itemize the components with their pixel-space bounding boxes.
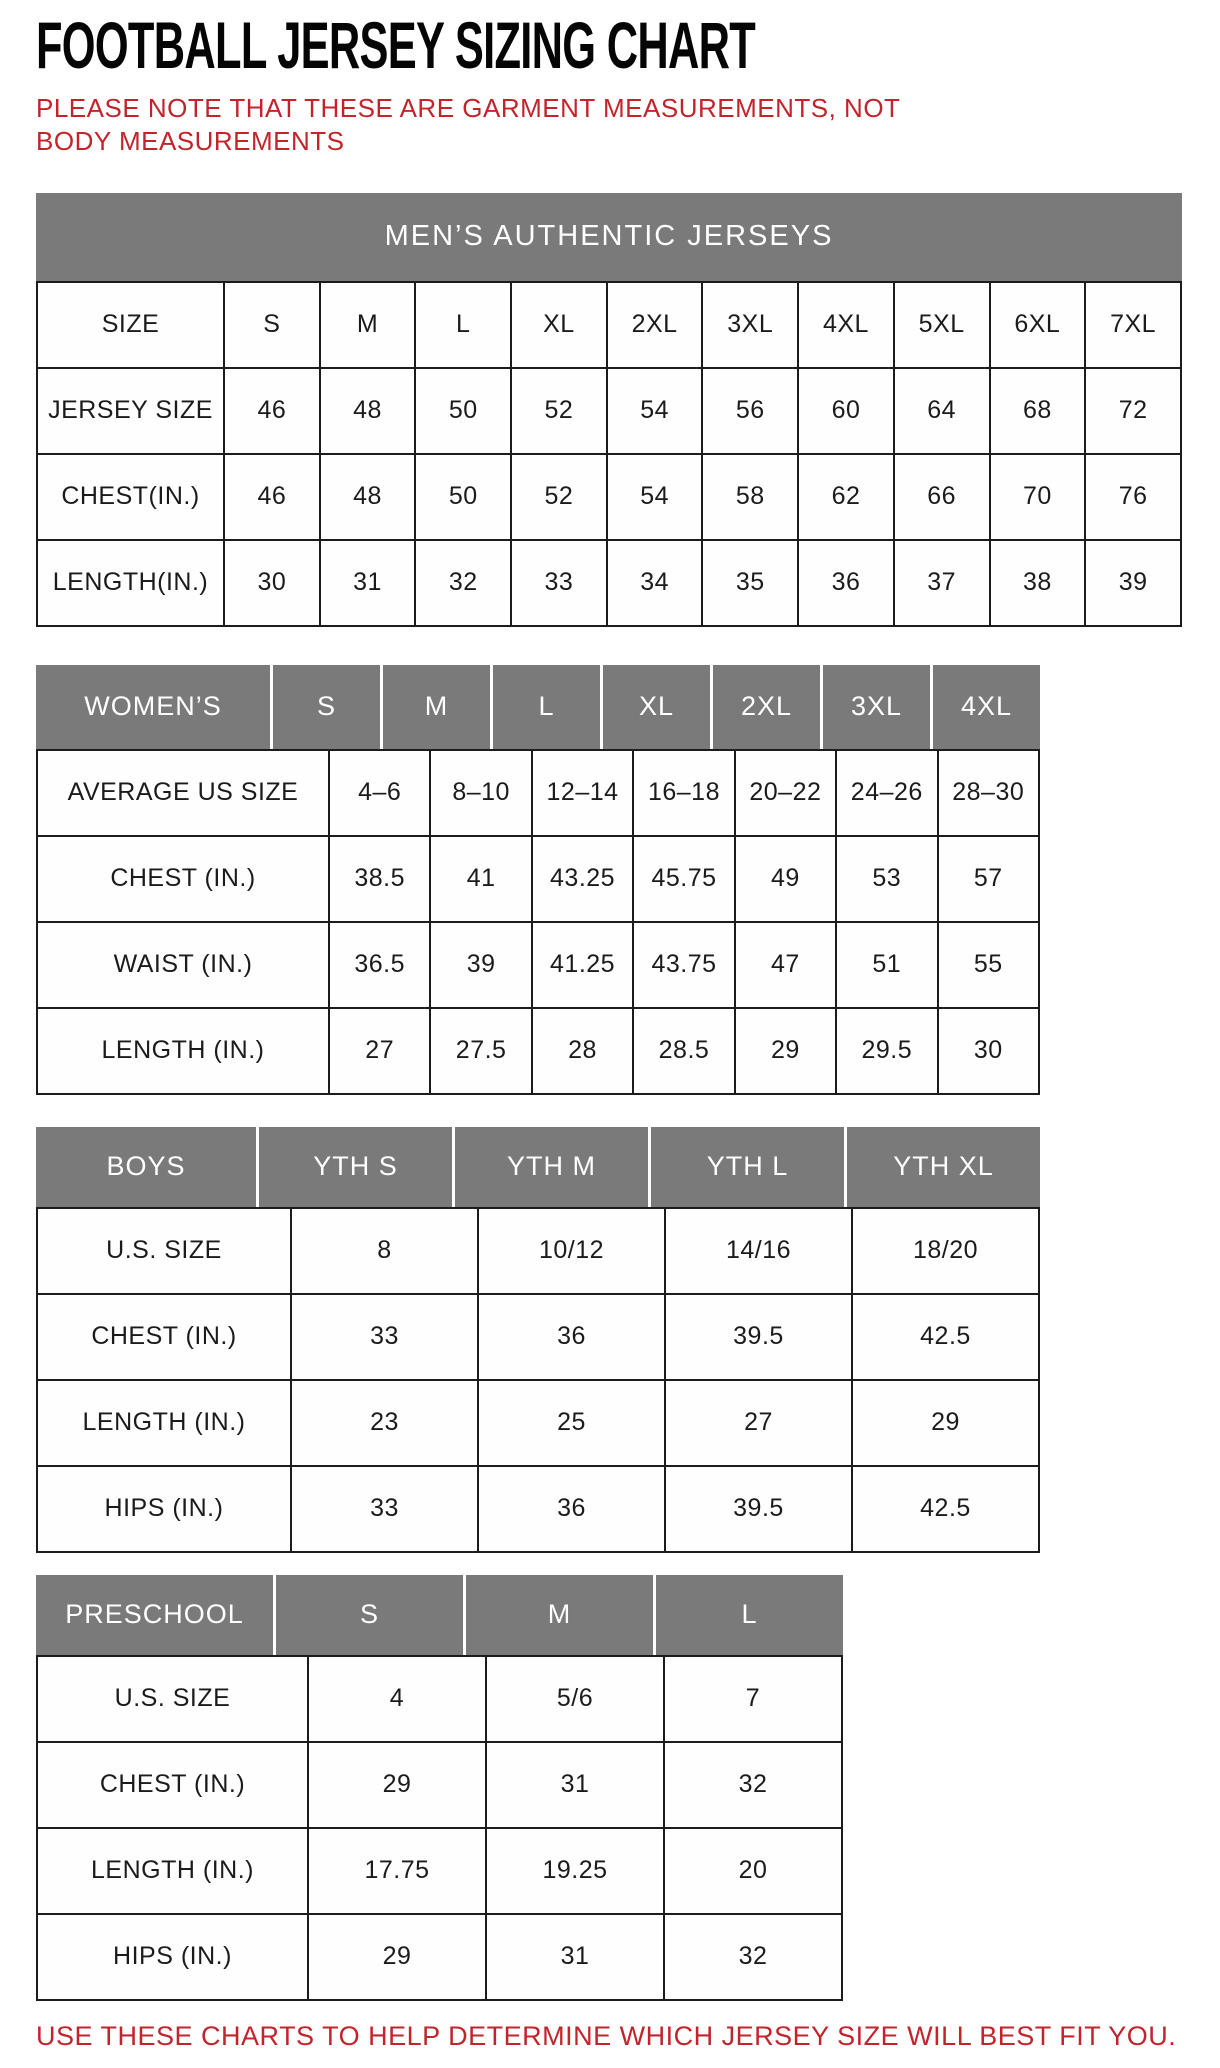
value-cell: 29 <box>852 1380 1039 1466</box>
value-cell: S <box>224 282 320 368</box>
value-cell: 3XL <box>702 282 798 368</box>
value-cell: 2XL <box>607 282 703 368</box>
value-cell: 19.25 <box>486 1828 664 1914</box>
row-label-cell: LENGTH(IN.) <box>37 540 224 626</box>
value-cell: 52 <box>511 454 607 540</box>
value-cell: 57 <box>938 836 1039 922</box>
table-header-cell: L <box>493 665 600 749</box>
value-cell: 8–10 <box>430 750 531 836</box>
row-label-cell: HIPS (IN.) <box>37 1466 291 1552</box>
value-cell: 36.5 <box>329 922 430 1008</box>
table-header-cell: YTH L <box>651 1127 844 1207</box>
table-row <box>37 368 1181 454</box>
row-label-cell: JERSEY SIZE <box>37 368 224 454</box>
value-cell: 50 <box>415 368 511 454</box>
value-cell: 32 <box>664 1914 842 2000</box>
value-cell: 39.5 <box>665 1466 852 1552</box>
row-label-cell: HIPS (IN.) <box>37 1914 308 2000</box>
value-cell: 17.75 <box>308 1828 486 1914</box>
value-cell: 8 <box>291 1208 478 1294</box>
table-header-cell: 3XL <box>823 665 930 749</box>
mens-data-table <box>36 281 1182 627</box>
boys-table-header-row <box>36 1127 1040 1207</box>
value-cell: 24–26 <box>836 750 937 836</box>
value-cell: 36 <box>478 1466 665 1552</box>
row-label-cell: SIZE <box>37 282 224 368</box>
mens-authentic-jerseys-table <box>36 193 1182 627</box>
row-label-cell: CHEST(IN.) <box>37 454 224 540</box>
value-cell: 31 <box>320 540 416 626</box>
value-cell: 41 <box>430 836 531 922</box>
value-cell: 62 <box>798 454 894 540</box>
value-cell: 28 <box>532 1008 633 1094</box>
value-cell: 20–22 <box>735 750 836 836</box>
boys-data-table <box>36 1207 1040 1553</box>
value-cell: 43.75 <box>633 922 734 1008</box>
table-header-cell: M <box>466 1575 653 1655</box>
value-cell: 37 <box>894 540 990 626</box>
table-row <box>37 836 1039 922</box>
table-header-cell: XL <box>603 665 710 749</box>
value-cell: 30 <box>224 540 320 626</box>
womens-data-table <box>36 749 1040 1095</box>
value-cell: 14/16 <box>665 1208 852 1294</box>
value-cell: 51 <box>836 922 937 1008</box>
table-header-cell: M <box>383 665 490 749</box>
table-header-cell: L <box>656 1575 843 1655</box>
table-row <box>37 1742 842 1828</box>
fit-advice-note: USE THESE CHARTS TO HELP DETERMINE WHICH JERSEY SIZE WILL BEST FIT YOU. <box>36 2020 1177 2051</box>
preschool-table-header-row <box>36 1575 843 1655</box>
value-cell: 28–30 <box>938 750 1039 836</box>
value-cell: 18/20 <box>852 1208 1039 1294</box>
value-cell: 52 <box>511 368 607 454</box>
value-cell: 36 <box>478 1294 665 1380</box>
womens-sizing-table <box>36 665 1040 1095</box>
garment-measurements-note: PLEASE NOTE THAT THESE ARE GARMENT MEASUREMENTS, NOT BODY MEASUREMENTS <box>36 93 900 157</box>
value-cell: 29 <box>308 1914 486 2000</box>
value-cell: 4 <box>308 1656 486 1742</box>
womens-table-header-row <box>36 665 1040 749</box>
mens-table-banner: MEN’S AUTHENTIC JERSEYS <box>36 193 1182 281</box>
value-cell: 38 <box>990 540 1086 626</box>
table-header-cell: S <box>276 1575 463 1655</box>
row-label-cell: CHEST (IN.) <box>37 836 329 922</box>
value-cell: 33 <box>291 1294 478 1380</box>
value-cell: 33 <box>511 540 607 626</box>
value-cell: 10/12 <box>478 1208 665 1294</box>
table-header-cell: S <box>273 665 380 749</box>
table-header-cell: 4XL <box>933 665 1040 749</box>
value-cell: 30 <box>938 1008 1039 1094</box>
value-cell: 5/6 <box>486 1656 664 1742</box>
value-cell: 42.5 <box>852 1466 1039 1552</box>
value-cell: 68 <box>990 368 1086 454</box>
table-header-cell: YTH M <box>455 1127 648 1207</box>
value-cell: 39 <box>430 922 531 1008</box>
row-label-cell: CHEST (IN.) <box>37 1294 291 1380</box>
value-cell: 56 <box>702 368 798 454</box>
value-cell: M <box>320 282 416 368</box>
value-cell: 76 <box>1085 454 1181 540</box>
value-cell: 20 <box>664 1828 842 1914</box>
boys-sizing-table <box>36 1127 1040 1553</box>
table-row <box>37 1008 1039 1094</box>
row-label-cell: LENGTH (IN.) <box>37 1380 291 1466</box>
value-cell: 66 <box>894 454 990 540</box>
row-label-cell: U.S. SIZE <box>37 1656 308 1742</box>
table-header-cell: 2XL <box>713 665 820 749</box>
table-row <box>37 1914 842 2000</box>
value-cell: 34 <box>607 540 703 626</box>
value-cell: 28.5 <box>633 1008 734 1094</box>
value-cell: 27 <box>665 1380 852 1466</box>
preschool-sizing-table <box>36 1575 843 2001</box>
value-cell: 54 <box>607 454 703 540</box>
value-cell: 31 <box>486 1914 664 2000</box>
value-cell: 32 <box>415 540 511 626</box>
row-label-cell: AVERAGE US SIZE <box>37 750 329 836</box>
value-cell: 58 <box>702 454 798 540</box>
value-cell: 7XL <box>1085 282 1181 368</box>
value-cell: 48 <box>320 368 416 454</box>
table-row <box>37 1208 1039 1294</box>
value-cell: 27.5 <box>430 1008 531 1094</box>
value-cell: 60 <box>798 368 894 454</box>
value-cell: XL <box>511 282 607 368</box>
value-cell: 72 <box>1085 368 1181 454</box>
value-cell: 48 <box>320 454 416 540</box>
value-cell: 55 <box>938 922 1039 1008</box>
value-cell: 29 <box>735 1008 836 1094</box>
value-cell: 49 <box>735 836 836 922</box>
table-row <box>37 1466 1039 1552</box>
value-cell: 4XL <box>798 282 894 368</box>
value-cell: 25 <box>478 1380 665 1466</box>
value-cell: 53 <box>836 836 937 922</box>
value-cell: 46 <box>224 454 320 540</box>
value-cell: 5XL <box>894 282 990 368</box>
value-cell: 35 <box>702 540 798 626</box>
row-label-cell: U.S. SIZE <box>37 1208 291 1294</box>
value-cell: L <box>415 282 511 368</box>
value-cell: 31 <box>486 1742 664 1828</box>
value-cell: 38.5 <box>329 836 430 922</box>
value-cell: 6XL <box>990 282 1086 368</box>
value-cell: 70 <box>990 454 1086 540</box>
value-cell: 33 <box>291 1466 478 1552</box>
row-label-cell: LENGTH (IN.) <box>37 1008 329 1094</box>
table-row <box>37 540 1181 626</box>
row-label-cell: LENGTH (IN.) <box>37 1828 308 1914</box>
table-row <box>37 282 1181 368</box>
table-header-label: BOYS <box>36 1127 256 1207</box>
value-cell: 54 <box>607 368 703 454</box>
value-cell: 32 <box>664 1742 842 1828</box>
value-cell: 12–14 <box>532 750 633 836</box>
value-cell: 50 <box>415 454 511 540</box>
value-cell: 16–18 <box>633 750 734 836</box>
value-cell: 64 <box>894 368 990 454</box>
value-cell: 47 <box>735 922 836 1008</box>
table-header-label: WOMEN’S <box>36 665 270 749</box>
row-label-cell: CHEST (IN.) <box>37 1742 308 1828</box>
value-cell: 46 <box>224 368 320 454</box>
table-row <box>37 1828 842 1914</box>
value-cell: 36 <box>798 540 894 626</box>
value-cell: 4–6 <box>329 750 430 836</box>
table-header-cell: YTH XL <box>847 1127 1040 1207</box>
table-row <box>37 750 1039 836</box>
row-label-cell: WAIST (IN.) <box>37 922 329 1008</box>
value-cell: 39 <box>1085 540 1181 626</box>
table-header-label: PRESCHOOL <box>36 1575 273 1655</box>
table-row <box>37 922 1039 1008</box>
table-header-cell: YTH S <box>259 1127 452 1207</box>
table-row <box>37 1380 1039 1466</box>
value-cell: 41.25 <box>532 922 633 1008</box>
value-cell: 23 <box>291 1380 478 1466</box>
value-cell: 7 <box>664 1656 842 1742</box>
table-row <box>37 1294 1039 1380</box>
value-cell: 43.25 <box>532 836 633 922</box>
table-row <box>37 454 1181 540</box>
value-cell: 29.5 <box>836 1008 937 1094</box>
value-cell: 45.75 <box>633 836 734 922</box>
value-cell: 27 <box>329 1008 430 1094</box>
page-title: FOOTBALL JERSEY SIZING CHART <box>36 9 756 84</box>
value-cell: 29 <box>308 1742 486 1828</box>
value-cell: 39.5 <box>665 1294 852 1380</box>
value-cell: 42.5 <box>852 1294 1039 1380</box>
preschool-data-table <box>36 1655 843 2001</box>
table-row <box>37 1656 842 1742</box>
